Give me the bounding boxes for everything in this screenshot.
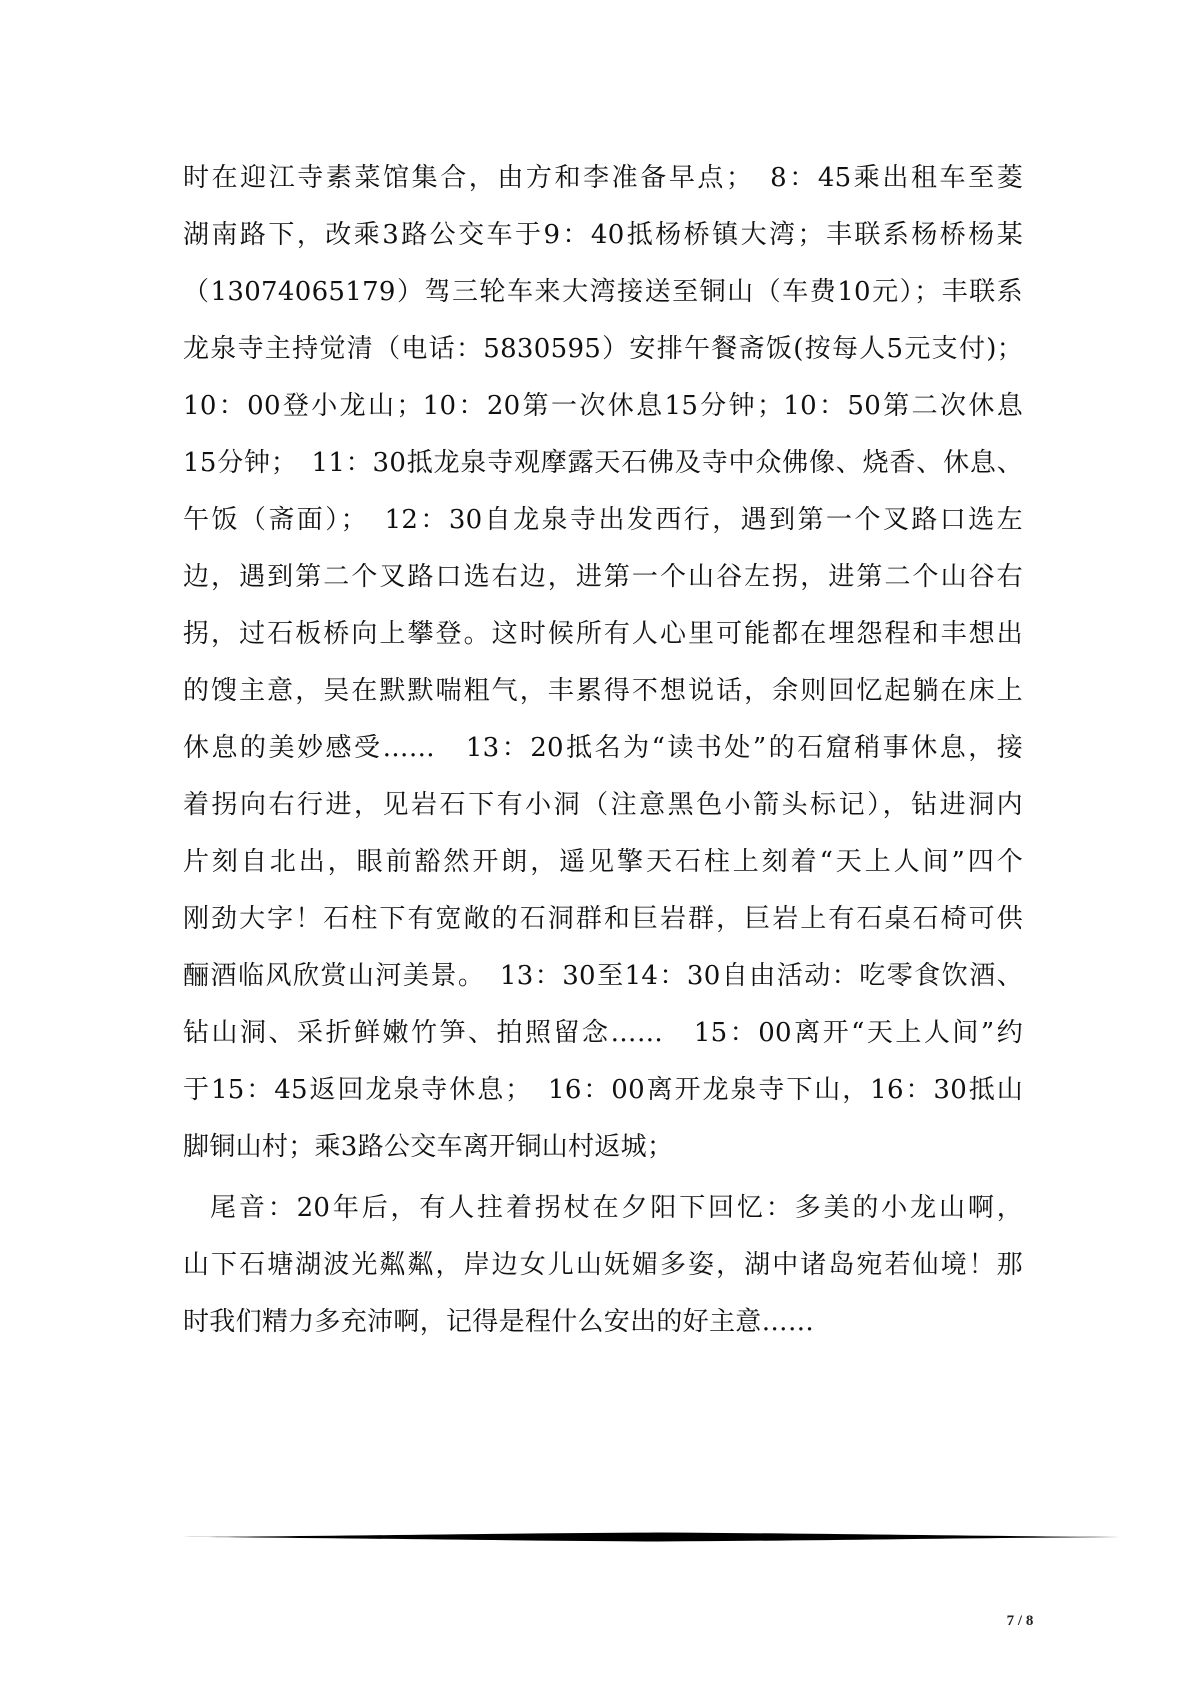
text-line: 拐，过石板桥向上攀登。这时候所有人心里可能都在埋怨程和丰想出: [183, 619, 1023, 649]
text-line: 时我们精力多充沛啊，记得是程什么安出的好主意……: [183, 1307, 815, 1337]
text-line: 湖南路下，改乘3路公交车于9：40抵杨桥镇大湾；丰联系杨桥杨某: [183, 220, 1023, 250]
text-line: 于15：45返回龙泉寺休息； 16：00离开龙泉寺下山，16：30抵山: [183, 1075, 1023, 1105]
text-line: 着拐向右行进，见岩石下有小洞（注意黑色小箭头标记），钻进洞内: [183, 790, 1023, 820]
text-line: 片刻自北出，眼前豁然开朗，遥见擎天石柱上刻着“天上人间”四个: [183, 847, 1023, 877]
text-line: 酾酒临风欣赏山河美景。 13：30至14：30自由活动：吃零食饮酒、: [183, 961, 1023, 991]
text-line: 钻山洞、采折鲜嫩竹笋、拍照留念…… 15：00离开“天上人间”约: [183, 1018, 1023, 1048]
text-line: 休息的美妙感受…… 13：20抵名为“读书处”的石窟稍事休息，接: [183, 733, 1023, 763]
text-line: （13074065179）驾三轮车来大湾接送至铜山（车费10元）；丰联系: [183, 277, 1023, 307]
text-line: 边，遇到第二个叉路口选右边，进第一个山谷左拐，进第二个山谷右: [183, 562, 1023, 592]
text-line: 时在迎江寺素菜馆集合，由方和李准备早点； 8：45乘出租车至菱: [183, 163, 1023, 193]
text-line: 尾音：20年后，有人拄着拐杖在夕阳下回忆：多美的小龙山啊，: [210, 1193, 1023, 1223]
footer-divider: [183, 1531, 1133, 1543]
page-number: 7 / 8: [1006, 1613, 1034, 1629]
text-line: 脚铜山村；乘3路公交车离开铜山村返城；: [183, 1132, 674, 1162]
text-line: 山下石塘湖波光粼粼，岸边女儿山妩媚多姿，湖中诸岛宛若仙境！那: [183, 1250, 1023, 1280]
text-line: 15分钟； 11：30抵龙泉寺观摩露天石佛及寺中众佛像、烧香、休息、: [183, 448, 1023, 478]
text-line: 的馊主意，吴在默默喘粗气，丰累得不想说话，余则回忆起躺在床上: [183, 676, 1023, 706]
text-line: 10：00登小龙山；10：20第一次休息15分钟；10：50第二次休息: [183, 391, 1023, 421]
text-line: 龙泉寺主持觉清（电话：5830595）安排午餐斋饭(按每人5元支付)；: [183, 334, 1023, 364]
text-line: 午饭（斋面）； 12：30自龙泉寺出发西行，遇到第一个叉路口选左: [183, 505, 1023, 535]
text-line: 刚劲大字！石柱下有宽敞的石洞群和巨岩群，巨岩上有石桌石椅可供: [183, 904, 1023, 934]
